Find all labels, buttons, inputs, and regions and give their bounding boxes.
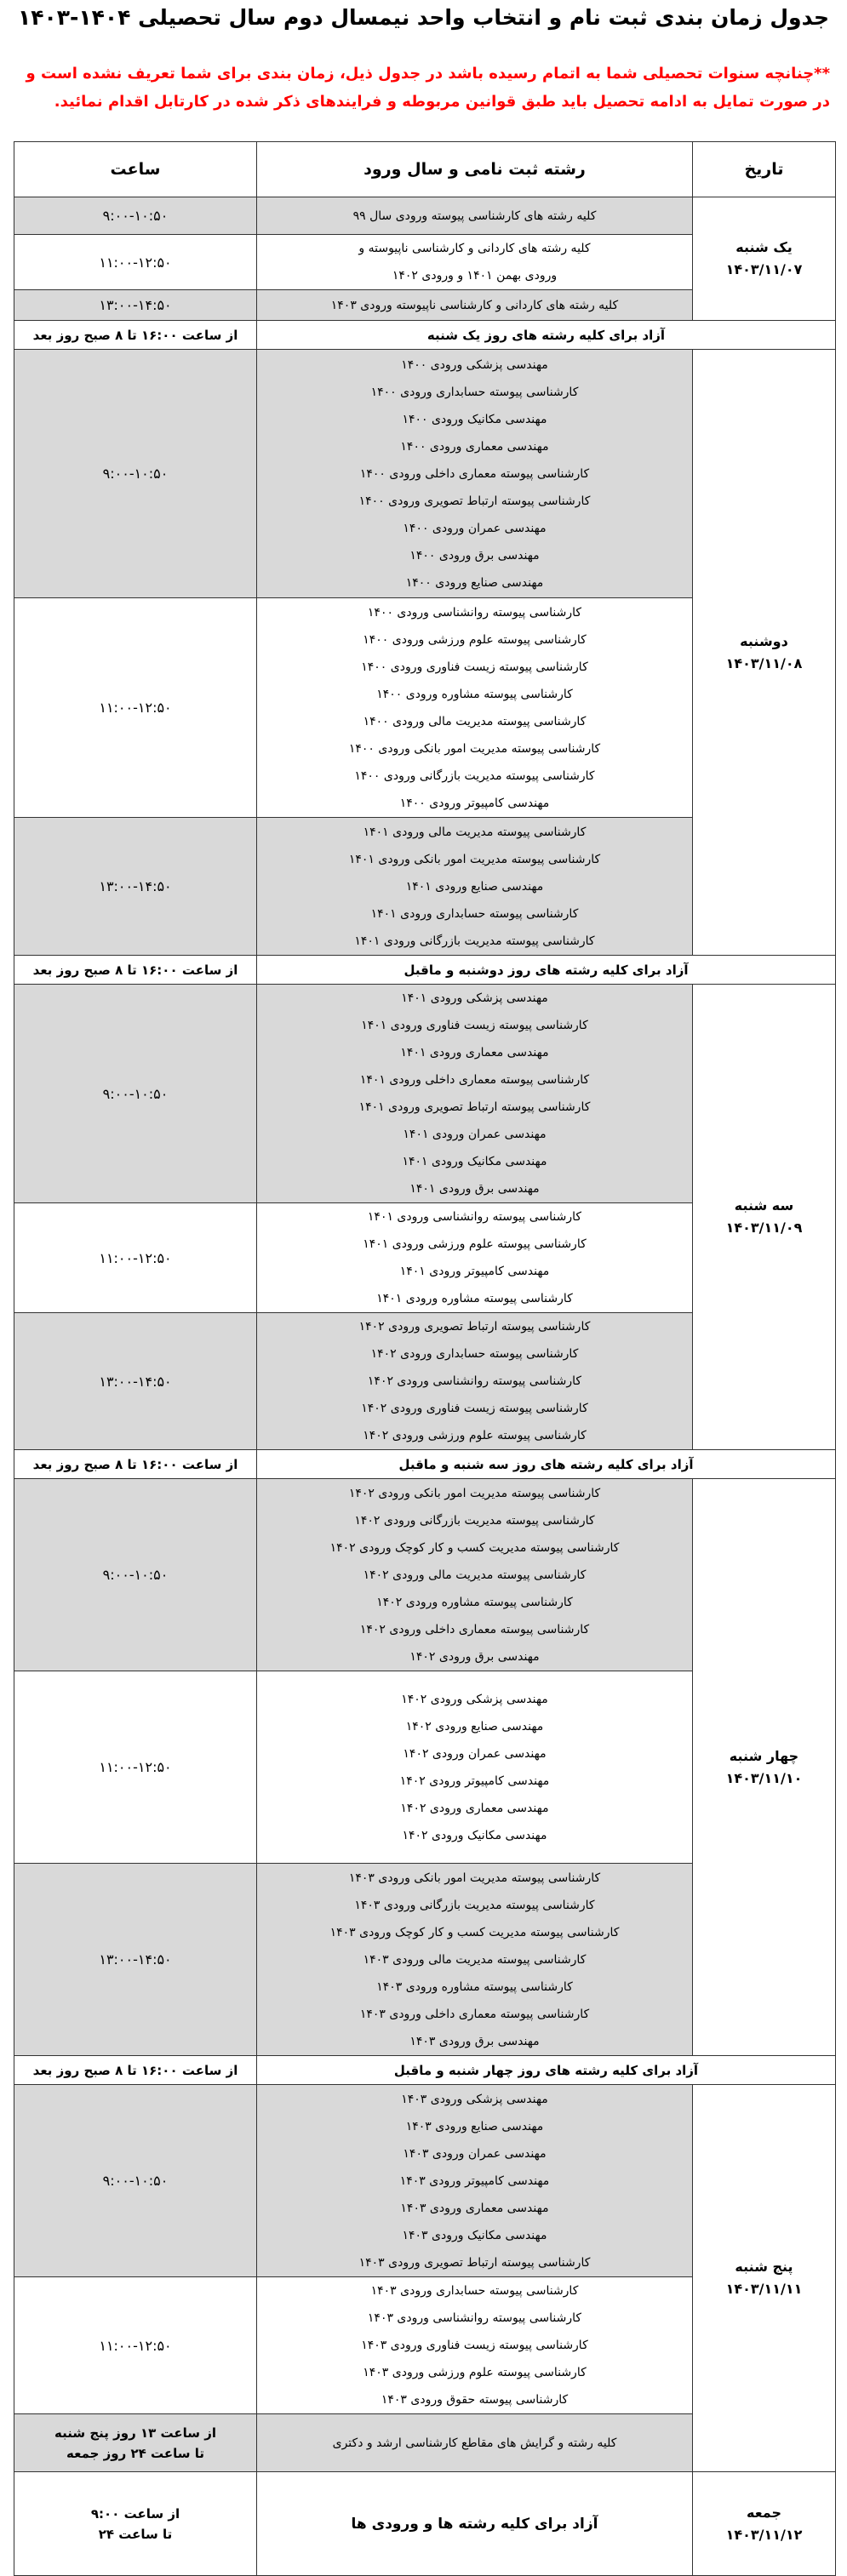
major-item: مهندسی صنایع ورودی ۱۴۰۰ xyxy=(405,575,544,590)
major-item: مهندسی مکانیک ورودی ۱۴۰۳ xyxy=(402,2228,547,2242)
major-item: مهندسی برق ورودی ۱۴۰۲ xyxy=(409,1649,540,1664)
time-cell: ۱۳:۰۰-۱۴:۵۰ xyxy=(14,290,257,321)
major-item: مهندسی کامپیوتر ورودی ۱۴۰۳ xyxy=(399,2173,550,2188)
major-item: مهندسی عمران ورودی ۱۴۰۲ xyxy=(403,1746,547,1761)
free-row xyxy=(14,956,836,985)
major-item: کارشناسی پیوسته زیست فناوری ورودی ۱۴۰۳ xyxy=(361,2339,588,2352)
major-item: کارشناسی پیوسته ارتباط تصویری ورودی ۱۴۰۲ xyxy=(358,1320,591,1334)
major-item: کارشناسی پیوسته مدیریت مالی ورودی ۱۴۰۱ xyxy=(363,825,587,839)
majors-cell xyxy=(257,2085,693,2277)
majors-cell xyxy=(257,1203,693,1313)
friday-time xyxy=(14,2472,257,2576)
friday-time-line2: تا ساعت ۲۴ xyxy=(98,2526,173,2542)
major-item: مهندسی صنایع ورودی ۱۴۰۲ xyxy=(405,1719,544,1734)
majors-cell xyxy=(257,818,693,956)
time-cell: ۱۱:۰۰-۱۲:۵۰ xyxy=(14,2277,257,2414)
major-item: کارشناسی پیوسته معماری داخلی ورودی ۱۴۰۲ xyxy=(359,1622,590,1636)
day-date: ۱۴۰۳/۱۱/۰۸ xyxy=(725,654,803,671)
page-title: جدول زمان بندی ثبت نام و انتخاب واحد نیمسال دوم سال تحصیلی ۱۴۰۴-۱۴۰۳ xyxy=(17,5,830,30)
major-item: مهندسی مکانیک ورودی ۱۴۰۲ xyxy=(402,1828,547,1842)
day-cell xyxy=(693,350,836,956)
special-time-line1: از ساعت ۱۳ روز پنج شنبه xyxy=(54,2425,216,2441)
header-time: ساعت xyxy=(14,142,257,197)
major-item: مهندسی کامپیوتر ورودی ۱۴۰۲ xyxy=(399,1773,550,1788)
day-name: جمعه xyxy=(747,2504,781,2521)
major-item: کارشناسی پیوسته مدیریت کسب و کار کوچک ورودی ۱۴۰۳ xyxy=(329,1925,620,1939)
major-item: کلیه رشته های کارشناسی پیوسته ورودی سال ۹۹ xyxy=(352,208,597,223)
special-time xyxy=(14,2414,257,2472)
time-cell: ۱۱:۰۰-۱۲:۵۰ xyxy=(14,598,257,818)
time-cell: ۹:۰۰-۱۰:۵۰ xyxy=(14,350,257,598)
major-item: ورودی بهمن ۱۴۰۱ و ورودی ۱۴۰۲ xyxy=(392,269,558,283)
table-body xyxy=(14,197,836,2576)
time-cell: ۱۳:۰۰-۱۴:۵۰ xyxy=(14,1864,257,2056)
day-cell xyxy=(693,2472,836,2576)
table-row xyxy=(14,985,836,1203)
majors-cell xyxy=(257,290,693,321)
major-item: کارشناسی پیوسته ارتباط تصویری ورودی ۱۴۰۳ xyxy=(358,2255,591,2270)
free-time: از ساعت ۱۶:۰۰ تا ۸ صبح روز بعد xyxy=(14,321,257,350)
majors-cell xyxy=(257,1671,693,1864)
warning-note: **چنانچه سنوات تحصیلی شما به اتمام رسیده باشد در جدول ذیل، زمان بندی برای شما تعریف نشده است و در صورت تمایل به ادامه تحصیل باید طبق قوانین مربوطه و فرایندهای ذکر شده در کارتابل اقدام نمائید. xyxy=(26,65,830,111)
free-text: آزاد برای کلیه رشته های روز سه شنبه و ماقبل xyxy=(257,1450,836,1479)
major-item: کارشناسی پیوسته مدیریت کسب و کار کوچک ورودی ۱۴۰۲ xyxy=(329,1540,620,1555)
major-item: کارشناسی پیوسته مدیریت مالی ورودی ۱۴۰۰ xyxy=(363,714,587,728)
major-item: مهندسی پزشکی ورودی ۱۴۰۲ xyxy=(401,1692,548,1706)
day-date: ۱۴۰۳/۱۱/۰۷ xyxy=(725,261,803,277)
day-name: سه شنبه xyxy=(734,1197,794,1214)
time-cell: ۱۳:۰۰-۱۴:۵۰ xyxy=(14,1313,257,1450)
free-time: از ساعت ۱۶:۰۰ تا ۸ صبح روز بعد xyxy=(14,1450,257,1479)
major-item: کارشناسی پیوسته روانشناسی ورودی ۱۴۰۰ xyxy=(367,605,582,620)
major-item: کارشناسی پیوسته مدیریت امور بانکی ورودی ۱۴۰۱ xyxy=(348,852,601,866)
time-cell: ۱۱:۰۰-۱۲:۵۰ xyxy=(14,1671,257,1864)
day-cell xyxy=(693,1479,836,2056)
day-date: ۱۴۰۳/۱۱/۱۲ xyxy=(725,2526,803,2543)
major-item: کارشناسی پیوسته معماری داخلی ورودی ۱۴۰۳ xyxy=(359,2007,590,2021)
majors-cell xyxy=(257,2277,693,2414)
major-item: مهندسی صنایع ورودی ۱۴۰۳ xyxy=(405,2119,544,2133)
special-text: کلیه رشته و گرایش های مقاطع کارشناسی ارشد و دکتری xyxy=(257,2414,693,2472)
time-cell: ۹:۰۰-۱۰:۵۰ xyxy=(14,2085,257,2277)
day-name: دوشنبه xyxy=(740,632,788,649)
major-item: کارشناسی پیوسته حسابداری ورودی ۱۴۰۲ xyxy=(370,1347,579,1361)
time-cell: ۹:۰۰-۱۰:۵۰ xyxy=(14,1479,257,1671)
major-item: مهندسی پزشکی ورودی ۱۴۰۱ xyxy=(401,991,548,1005)
major-item: کارشناسی پیوسته علوم ورزشی ورودی ۱۴۰۲ xyxy=(363,1429,587,1442)
majors-cell xyxy=(257,1313,693,1450)
day-cell xyxy=(693,985,836,1450)
free-row xyxy=(14,1450,836,1479)
major-item: کارشناسی پیوسته مدیریت بازرگانی ورودی ۱۴۰۲ xyxy=(354,1513,595,1528)
major-item: کارشناسی پیوسته مدیریت بازرگانی ورودی ۱۴۰۰ xyxy=(354,768,595,783)
majors-cell xyxy=(257,985,693,1203)
major-item: کارشناسی پیوسته مدیریت مالی ورودی ۱۴۰۲ xyxy=(363,1568,587,1582)
major-item: کارشناسی پیوسته زیست فناوری ورودی ۱۴۰۰ xyxy=(361,660,588,674)
major-item: کارشناسی پیوسته روانشناسی ورودی ۱۴۰۱ xyxy=(367,1210,582,1224)
table-row xyxy=(14,197,836,235)
majors-cell xyxy=(257,350,693,598)
day-name: پنج شنبه xyxy=(735,2259,793,2275)
major-item: کارشناسی پیوسته مدیریت بازرگانی ورودی ۱۴۰۱ xyxy=(354,934,595,948)
major-item: مهندسی عمران ورودی ۱۴۰۱ xyxy=(403,1128,547,1141)
major-item: کارشناسی پیوسته زیست فناوری ورودی ۱۴۰۲ xyxy=(361,1402,588,1415)
table-row xyxy=(14,1479,836,1671)
major-item: کارشناسی پیوسته حسابداری ورودی ۱۴۰۰ xyxy=(370,385,579,399)
majors-cell xyxy=(257,235,693,290)
major-item: مهندسی کامپیوتر ورودی ۱۴۰۰ xyxy=(399,796,550,810)
major-item: کارشناسی پیوسته حسابداری ورودی ۱۴۰۳ xyxy=(370,2284,579,2298)
day-name: یک شنبه xyxy=(735,239,793,255)
time-cell: ۹:۰۰-۱۰:۵۰ xyxy=(14,985,257,1203)
major-item: کارشناسی پیوسته علوم ورزشی ورودی ۱۴۰۰ xyxy=(363,632,587,647)
major-item: مهندسی مکانیک ورودی ۱۴۰۱ xyxy=(402,1155,547,1168)
major-item: مهندسی معماری ورودی ۱۴۰۲ xyxy=(400,1801,549,1815)
major-item: کارشناسی پیوسته روانشناسی ورودی ۱۴۰۲ xyxy=(367,1374,582,1388)
major-item: کارشناسی پیوسته مدیریت مالی ورودی ۱۴۰۳ xyxy=(363,1952,587,1967)
majors-cell xyxy=(257,197,693,235)
table-row xyxy=(14,2085,836,2277)
major-item: مهندسی معماری ورودی ۱۴۰۱ xyxy=(400,1046,549,1060)
major-item: مهندسی عمران ورودی ۱۴۰۰ xyxy=(403,521,547,535)
major-item: کارشناسی پیوسته مدیریت امور بانکی ورودی ۱۴۰۰ xyxy=(348,741,601,756)
majors-cell xyxy=(257,598,693,818)
major-item: کارشناسی پیوسته مشاوره ورودی ۱۴۰۲ xyxy=(376,1595,573,1609)
table-row xyxy=(14,350,836,598)
major-item: مهندسی عمران ورودی ۱۴۰۳ xyxy=(403,2146,547,2161)
friday-time-line1: از ساعت ۹:۰۰ xyxy=(90,2505,180,2522)
majors-cell xyxy=(257,1479,693,1671)
major-item: کارشناسی پیوسته زیست فناوری ورودی ۱۴۰۱ xyxy=(361,1019,588,1032)
day-date: ۱۴۰۳/۱۱/۰۹ xyxy=(725,1219,803,1236)
major-item: مهندسی پزشکی ورودی ۱۴۰۰ xyxy=(401,357,548,372)
major-item: کارشناسی پیوسته علوم ورزشی ورودی ۱۴۰۳ xyxy=(363,2366,587,2379)
major-item: کارشناسی پیوسته مدیریت امور بانکی ورودی ۱۴۰۲ xyxy=(348,1486,601,1500)
major-item: کارشناسی پیوسته حسابداری ورودی ۱۴۰۱ xyxy=(370,906,579,921)
major-item: کارشناسی پیوسته مشاوره ورودی ۱۴۰۳ xyxy=(376,1979,573,1994)
major-item: کلیه رشته های کاردانی و کارشناسی ناپیوسته و xyxy=(358,242,591,255)
day-date: ۱۴۰۳/۱۱/۱۰ xyxy=(725,1769,803,1786)
friday-text: آزاد برای کلیه رشته ها و ورودی ها xyxy=(257,2472,693,2576)
free-text: آزاد برای کلیه رشته های روز چهار شنبه و ماقبل xyxy=(257,2056,836,2085)
major-item: کارشناسی پیوسته ارتباط تصویری ورودی ۱۴۰۰ xyxy=(358,494,591,508)
time-cell: ۱۱:۰۰-۱۲:۵۰ xyxy=(14,1203,257,1313)
day-cell xyxy=(693,2085,836,2472)
major-item: کارشناسی پیوسته معماری داخلی ورودی ۱۴۰۱ xyxy=(359,1073,590,1087)
day-name: چهار شنبه xyxy=(729,1747,799,1764)
time-cell: ۱۱:۰۰-۱۲:۵۰ xyxy=(14,235,257,290)
free-row xyxy=(14,321,836,350)
special-time-line2: تا ساعت ۲۴ روز جمعه xyxy=(66,2445,204,2461)
free-time: از ساعت ۱۶:۰۰ تا ۸ صبح روز بعد xyxy=(14,956,257,985)
table-header-row xyxy=(14,142,836,197)
major-item: مهندسی معماری ورودی ۱۴۰۳ xyxy=(400,2201,549,2215)
major-item: کارشناسی پیوسته مشاوره ورودی ۱۴۰۰ xyxy=(376,687,573,701)
free-text: آزاد برای کلیه رشته های روز دوشنبه و ماقبل xyxy=(257,956,836,985)
majors-cell xyxy=(257,1864,693,2056)
free-time: از ساعت ۱۶:۰۰ تا ۸ صبح روز بعد xyxy=(14,2056,257,2085)
header-date: تاریخ xyxy=(693,142,836,197)
major-item: کارشناسی پیوسته معماری داخلی ورودی ۱۴۰۰ xyxy=(359,466,590,481)
major-item: مهندسی مکانیک ورودی ۱۴۰۰ xyxy=(402,412,547,426)
major-item: مهندسی برق ورودی ۱۴۰۳ xyxy=(409,2034,540,2048)
major-item: کارشناسی پیوسته مدیریت امور بانکی ورودی ۱۴۰۳ xyxy=(348,1871,601,1885)
free-row xyxy=(14,2056,836,2085)
major-item: کارشناسی پیوسته روانشناسی ورودی ۱۴۰۳ xyxy=(367,2311,582,2325)
major-item: مهندسی پزشکی ورودی ۱۴۰۳ xyxy=(401,2092,548,2106)
major-item: کلیه رشته های کاردانی و کارشناسی ناپیوسته ورودی ۱۴۰۳ xyxy=(330,298,619,312)
friday-row xyxy=(14,2472,836,2576)
time-cell: ۹:۰۰-۱۰:۵۰ xyxy=(14,197,257,235)
schedule-table xyxy=(14,141,836,2576)
major-item: مهندسی برق ورودی ۱۴۰۰ xyxy=(409,548,540,563)
major-item: مهندسی صنایع ورودی ۱۴۰۱ xyxy=(405,879,544,894)
major-item: کارشناسی پیوسته مدیریت بازرگانی ورودی ۱۴۰۳ xyxy=(354,1898,595,1912)
day-date: ۱۴۰۳/۱۱/۱۱ xyxy=(725,2281,803,2297)
major-item: کارشناسی پیوسته علوم ورزشی ورودی ۱۴۰۱ xyxy=(363,1237,587,1251)
time-cell: ۱۳:۰۰-۱۴:۵۰ xyxy=(14,818,257,956)
major-item: کارشناسی پیوسته حقوق ورودی ۱۴۰۳ xyxy=(381,2393,569,2407)
major-item: کارشناسی پیوسته مشاوره ورودی ۱۴۰۱ xyxy=(376,1292,573,1305)
major-item: کارشناسی پیوسته ارتباط تصویری ورودی ۱۴۰۱ xyxy=(358,1100,591,1114)
day-cell xyxy=(693,197,836,321)
major-item: مهندسی معماری ورودی ۱۴۰۰ xyxy=(400,439,549,454)
free-text: آزاد برای کلیه رشته های روز یک شنبه xyxy=(257,321,836,350)
major-item: مهندسی کامپیوتر ورودی ۱۴۰۱ xyxy=(399,1265,550,1278)
major-item: مهندسی برق ورودی ۱۴۰۱ xyxy=(409,1182,540,1196)
header-major: رشته ثبت نامی و سال ورود xyxy=(257,142,693,197)
